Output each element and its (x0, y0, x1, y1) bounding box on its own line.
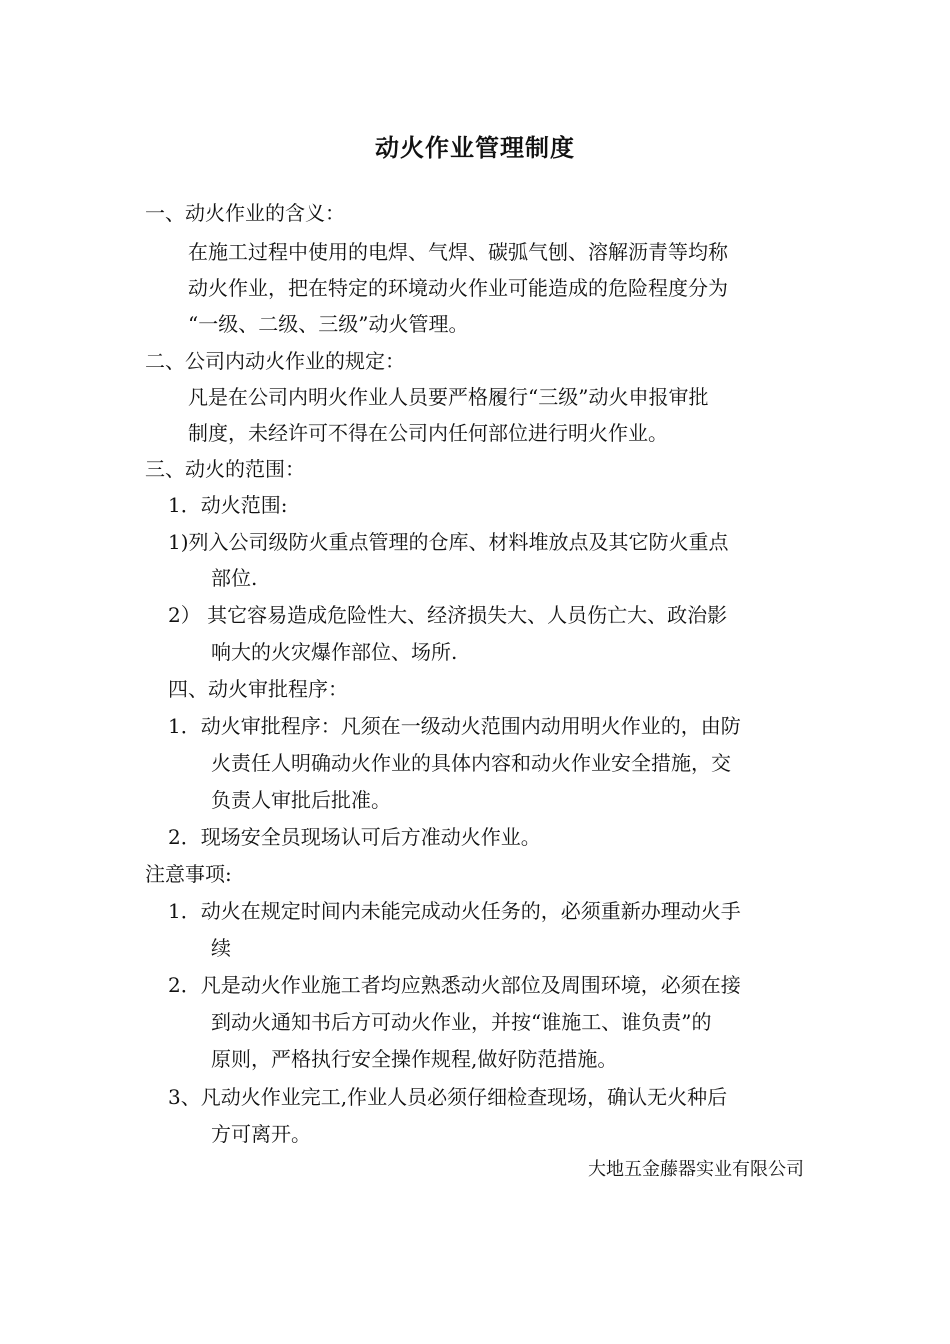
section-4-item-2: 2．现场安全员现场认可后方准动火作业。 (168, 825, 541, 849)
section-3-item-1-line: 1)列入公司级防火重点管理的仓库、材料堆放点及其它防火重点 (168, 530, 729, 554)
note-1-line: 1．动火在规定时间内未能完成动火任务的，必须重新办理动火手 (168, 899, 741, 923)
section-3-item-2-line: 2） 其它容易造成危险性大、经济损失大、人员伤亡大、政治影 (168, 603, 728, 627)
section-4-item-1-line: 1．动火审批程序：凡须在一级动火范围内动用明火作业的，由防 (168, 714, 741, 738)
company-signature: 大地五金藤器实业有限公司 (588, 1159, 804, 1180)
section-1-heading: 一、动火作业的含义： (145, 201, 345, 225)
notes-heading: 注意事项: (145, 862, 232, 886)
section-2-text-line: 凡是在公司内明火作业人员要严格履行“三级”动火申报审批 (188, 385, 709, 409)
note-1-line: 续 (211, 936, 231, 960)
section-2-heading: 二、公司内动火作业的规定： (145, 349, 405, 373)
section-1-text-line: 在施工过程中使用的电焊、气焊、碳弧气刨、溶解沥青等均称 (188, 240, 728, 264)
note-2-line: 2．凡是动火作业施工者均应熟悉动火部位及周围环境，必须在接 (168, 973, 741, 997)
section-3-item-1-line: 部位. (211, 566, 258, 590)
section-3-item-2-line: 响大的火灾爆作部位、场所. (211, 640, 458, 664)
note-3-line: 方可离开。 (211, 1122, 311, 1146)
page-title: 动火作业管理制度 (375, 134, 575, 162)
section-1-text-line: 动火作业，把在特定的环境动火作业可能造成的危险程度分为 (188, 276, 728, 300)
section-4-heading: 四、动火审批程序： (168, 677, 348, 701)
section-3-heading: 三、动火的范围： (145, 457, 305, 481)
section-2-text-line: 制度，未经许可不得在公司内任何部位进行明火作业。 (188, 421, 668, 445)
section-1-text-line: “一级、二级、三级”动火管理。 (188, 312, 469, 336)
section-4-item-1-line: 火责任人明确动火作业的具体内容和动火作业安全措施，交 (211, 751, 731, 775)
note-3-line: 3、凡动火作业完工,作业人员必须仔细检查现场，确认无火种后 (168, 1085, 728, 1109)
note-2-line: 到动火通知书后方可动火作业，并按“谁施工、谁负责”的 (211, 1010, 712, 1034)
section-4-item-1-line: 负责人审批后批准。 (211, 788, 391, 812)
note-2-line: 原则，严格执行安全操作规程,做好防范措施。 (211, 1047, 618, 1071)
section-3-subheading: 1．动火范围: (168, 493, 288, 517)
